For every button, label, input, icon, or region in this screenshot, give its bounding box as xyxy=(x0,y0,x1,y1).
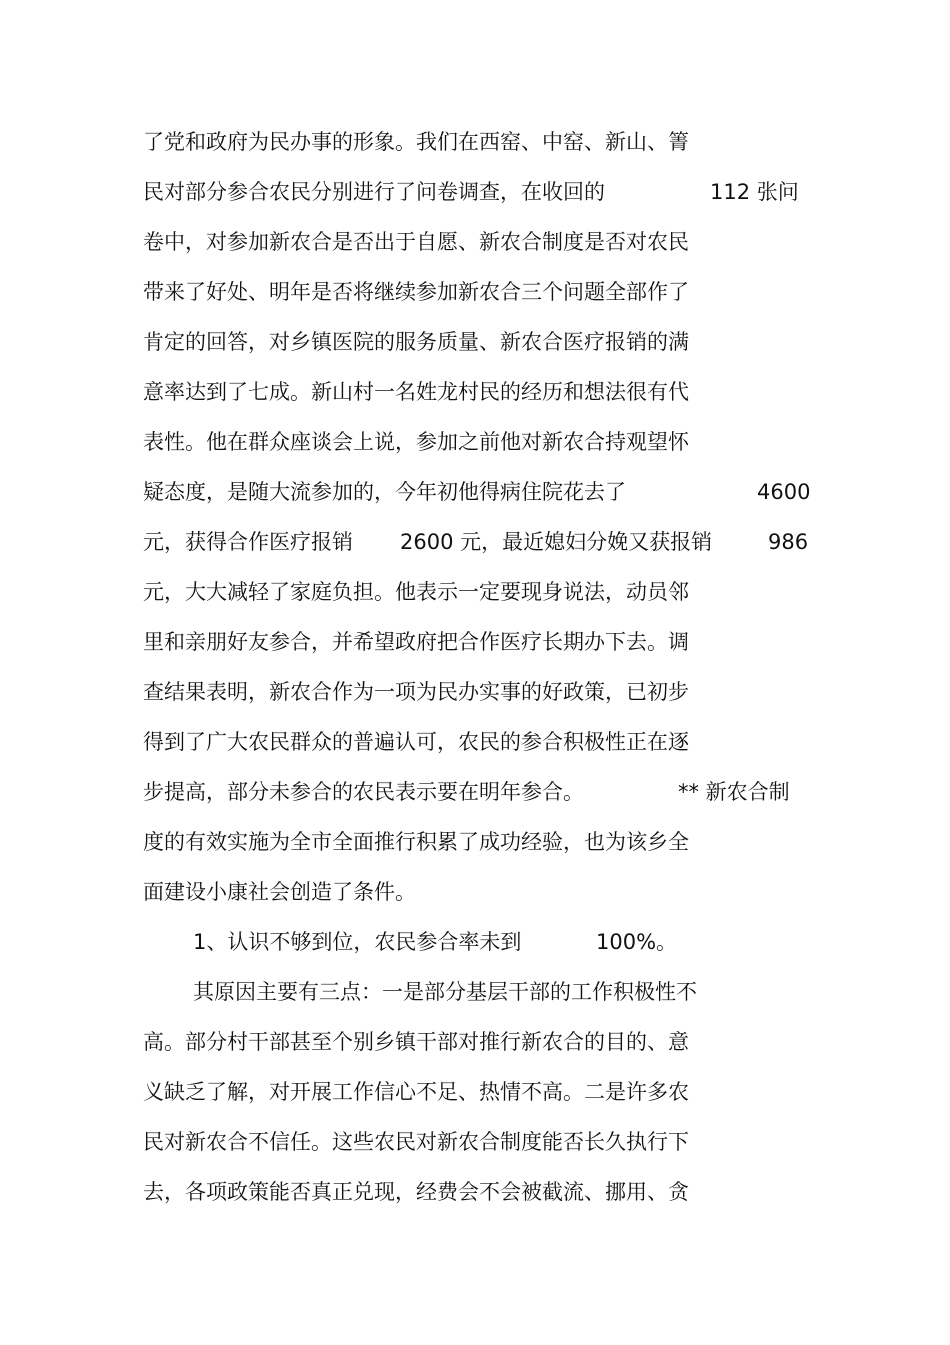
line-text: 带来了好处、明年是否将继续参加新农合三个问题全部作了 xyxy=(143,280,689,304)
text-line xyxy=(143,727,689,757)
line-text: 里和亲朋好友参合，并希望政府把合作医疗长期办下去。调 xyxy=(143,630,689,654)
section-heading-line xyxy=(193,927,521,957)
line-text: 疑态度，是随大流参加的，今年初他得病住院花去了 xyxy=(143,480,626,504)
text-line xyxy=(143,327,689,357)
text-line xyxy=(143,527,353,557)
text-line xyxy=(143,227,689,257)
line-text: 其原因主要有三点：一是部分基层干部的工作积极性不 xyxy=(193,980,697,1004)
text-line xyxy=(143,827,689,857)
line-text: 高。部分村干部甚至个别乡镇干部对推行新农合的目的、意 xyxy=(143,1030,689,1054)
text-line xyxy=(143,177,605,207)
line-text: 步提高，部分未参合的农民表示要在明年参合。 xyxy=(143,780,584,804)
text-line xyxy=(143,1127,689,1157)
line-text: 元，获得合作医疗报销 xyxy=(143,530,353,554)
line-text: 表性。他在群众座谈会上说，参加之前他对新农合持观望怀 xyxy=(143,430,689,454)
text-line xyxy=(143,1177,689,1207)
line-text: 义缺乏了解，对开展工作信心不足、热情不高。二是许多农 xyxy=(143,1080,689,1104)
text-line xyxy=(143,127,689,157)
line-tail-text: ** 新农合制 xyxy=(678,780,790,804)
line-text: 民对部分参合农民分别进行了问卷调查，在收回的 xyxy=(143,180,605,204)
text-line xyxy=(143,277,689,307)
line-tail-number: 4600 xyxy=(757,480,811,504)
line-text: 民对新农合不信任。这些农民对新农合制度能否长久执行下 xyxy=(143,1130,689,1154)
text-line xyxy=(143,877,416,907)
text-line xyxy=(193,977,697,1007)
line-text: 意率达到了七成。新山村一名姓龙村民的经历和想法很有代 xyxy=(143,380,689,404)
line-text: 面建设小康社会创造了条件。 xyxy=(143,880,416,904)
line-text: 卷中，对参加新农合是否出于自愿、新农合制度是否对农民 xyxy=(143,230,689,254)
line-tail-number: 100%。 xyxy=(596,930,678,954)
text-line xyxy=(143,427,689,457)
line-text: 肯定的回答，对乡镇医院的服务质量、新农合医疗报销的满 xyxy=(143,330,689,354)
line-text: 元，大大减轻了家庭负担。他表示一定要现身说法，动员邻 xyxy=(143,580,689,604)
line-tail-number: 112 张问 xyxy=(710,180,799,204)
line-text: 度的有效实施为全市全面推行积累了成功经验，也为该乡全 xyxy=(143,830,689,854)
line-text: 了党和政府为民办事的形象。我们在西窑、中窑、新山、箐 xyxy=(143,130,689,154)
line-text: 查结果表明，新农合作为一项为民办实事的好政策，已初步 xyxy=(143,680,689,704)
text-line xyxy=(143,777,584,807)
text-line xyxy=(143,1027,689,1057)
text-line xyxy=(143,1077,689,1107)
line-mid-text: 2600 元，最近媳妇分娩又获报销 xyxy=(400,530,713,554)
line-tail-number: 986 xyxy=(768,530,809,554)
text-line xyxy=(143,477,626,507)
text-line xyxy=(143,377,689,407)
line-text: 去，各项政策能否真正兑现，经费会不会被截流、挪用、贪 xyxy=(143,1180,689,1204)
line-text: 得到了广大农民群众的普遍认可，农民的参合积极性正在逐 xyxy=(143,730,689,754)
text-line xyxy=(143,627,689,657)
text-line xyxy=(143,677,689,707)
line-text: 1、认识不够到位，农民参合率未到 xyxy=(193,930,522,954)
text-line xyxy=(143,577,689,607)
